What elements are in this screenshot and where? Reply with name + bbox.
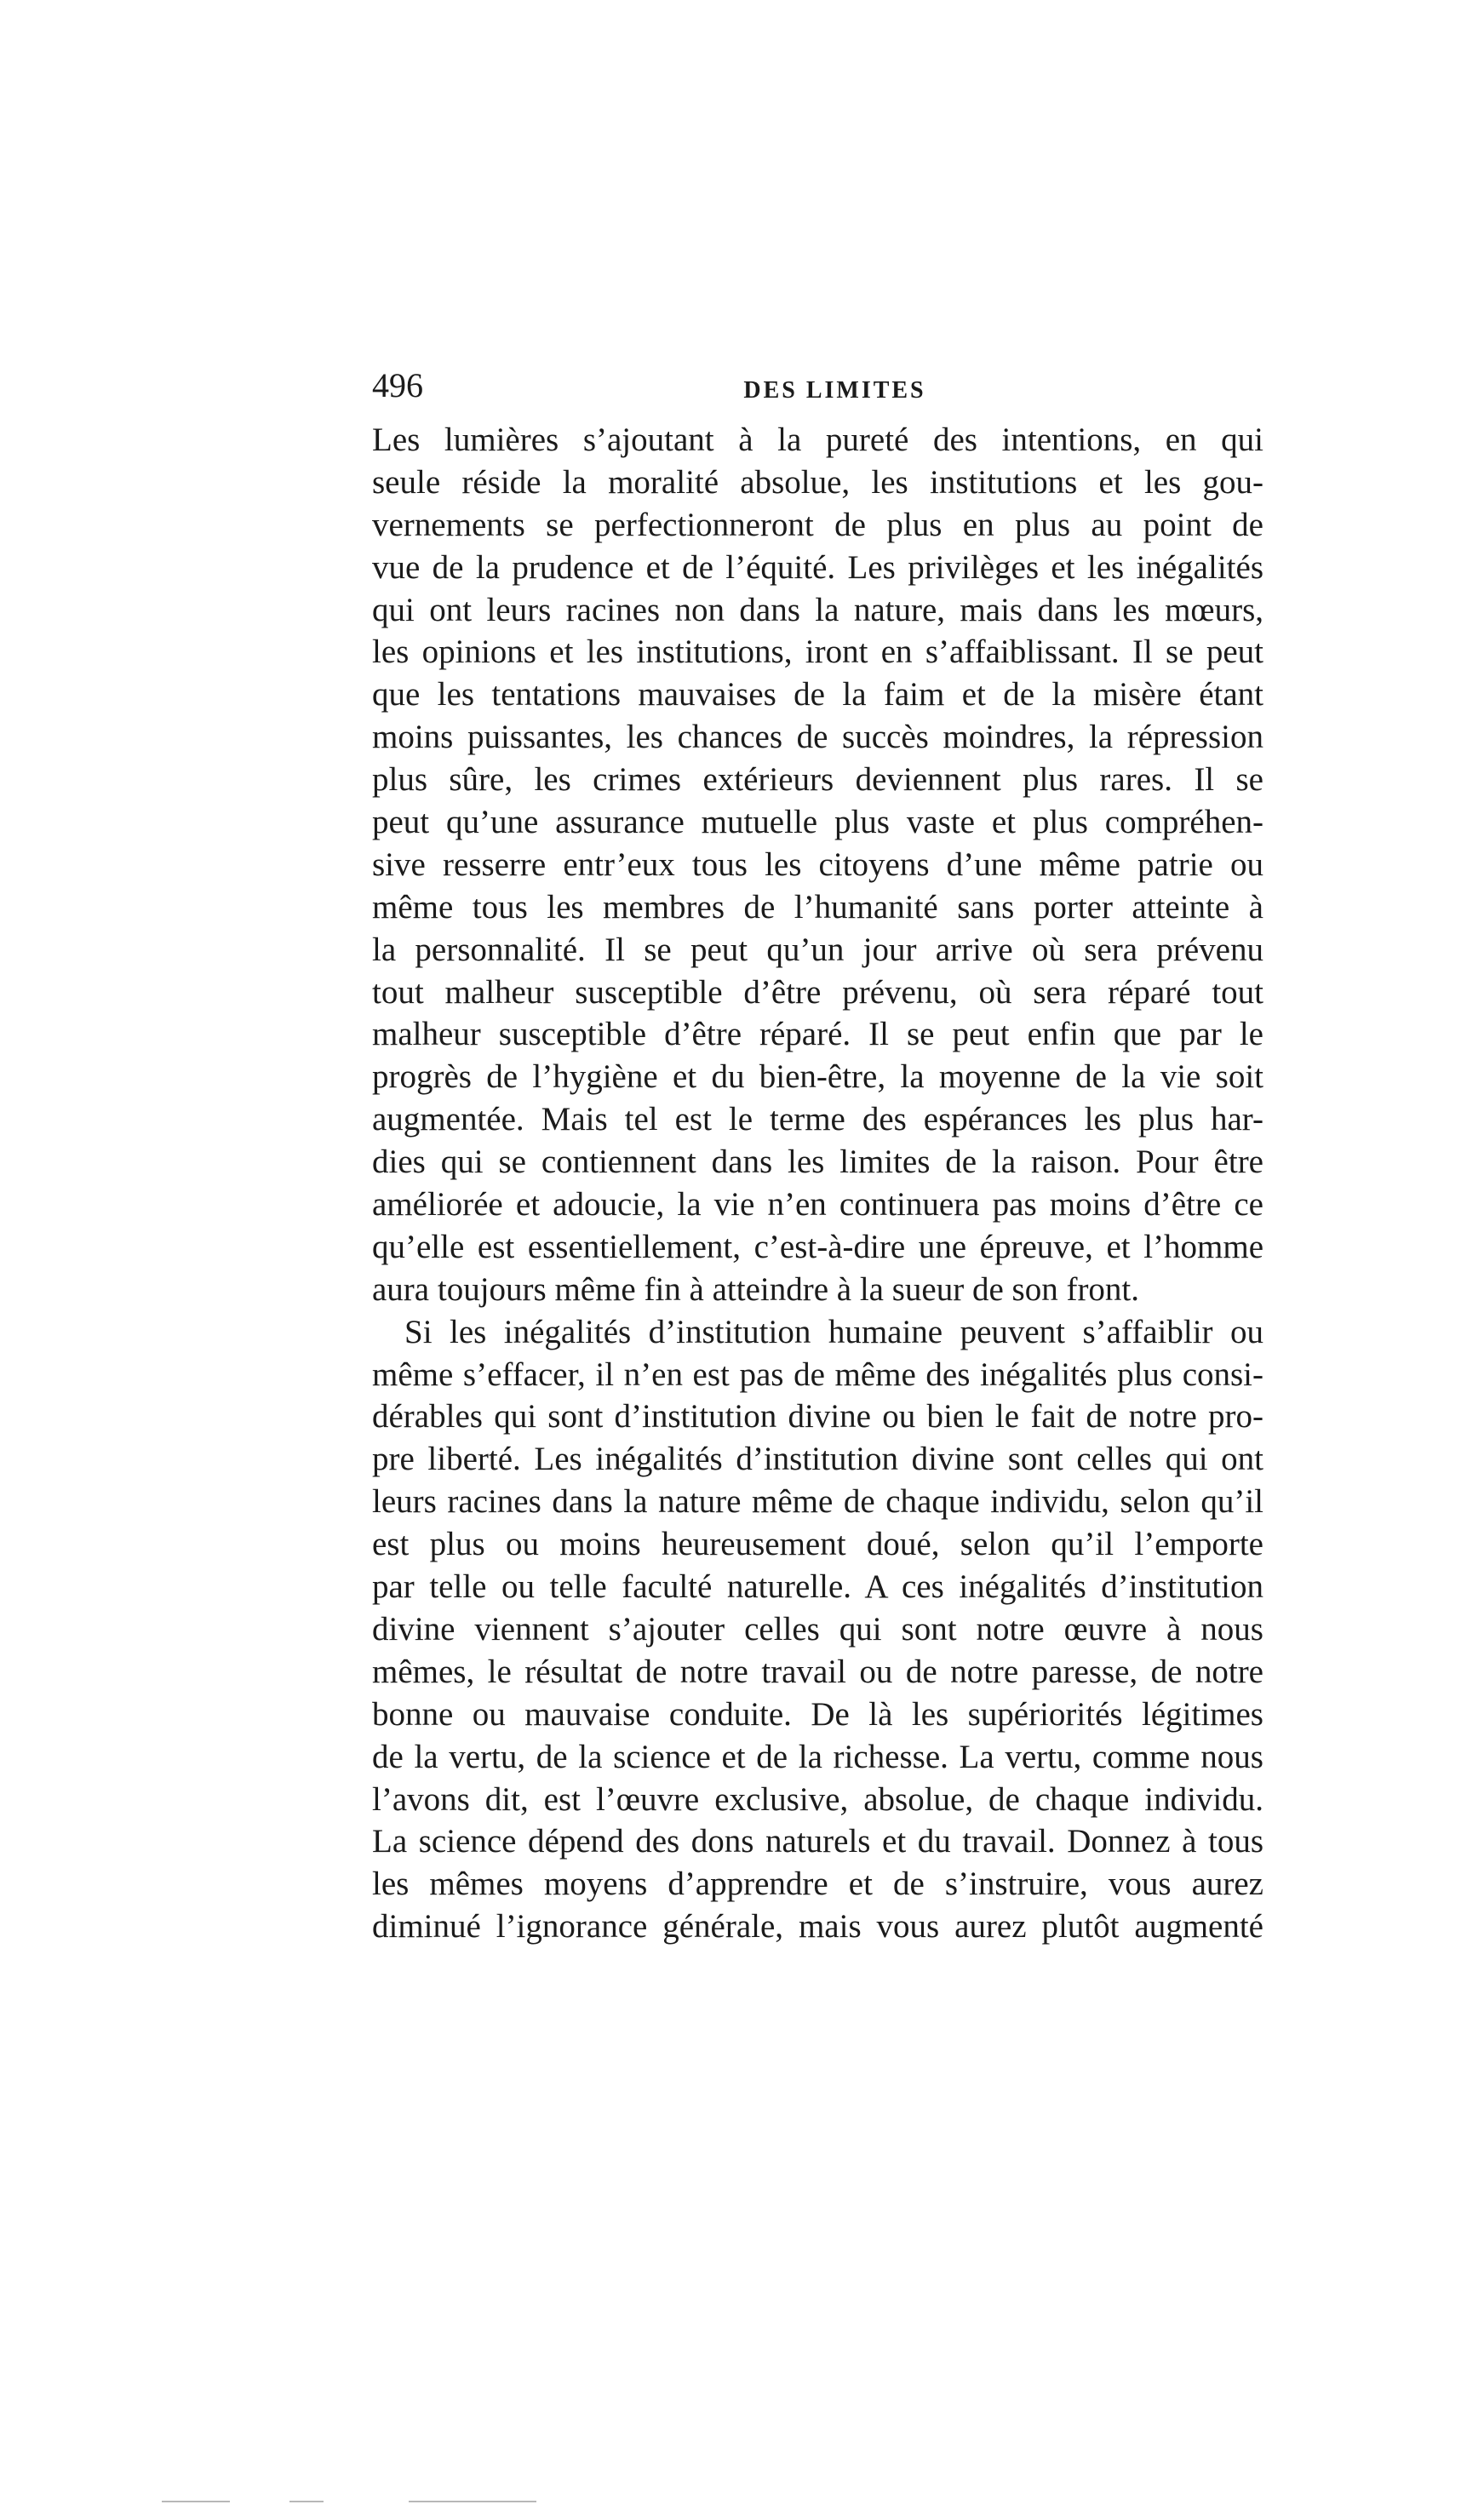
text-line: malheur susceptible d’être réparé. Il se peut enfin que par le xyxy=(372,1016,1263,1053)
text-line: mêmes, le résultat de notre travail ou de notre paresse, de notre xyxy=(372,1653,1263,1690)
text-line: la personnalité. Il se peut qu’un jour arrive où sera prévenu xyxy=(372,931,1263,968)
text-line: Si les inégalités d’institution humaine peuvent s’affaiblir ou xyxy=(404,1313,1263,1350)
text-line: même s’effacer, il n’en est pas de même des inégalités plus consi- xyxy=(372,1355,1263,1393)
text-line: pre liberté. Les inégalités d’institution divine sont celles qui ont xyxy=(372,1441,1263,1478)
text-line: diminué l’ignorance générale, mais vous aurez plutôt augmenté xyxy=(372,1908,1263,1946)
text-line: seule réside la moralité absolue, les institutions et les gou- xyxy=(372,463,1263,501)
text-line: dérables qui sont d’institution divine ou bien le fait de notre pro- xyxy=(372,1398,1263,1436)
text-line: que les tentations mauvaises de la faim et de la misère étant xyxy=(372,676,1263,714)
text-line: de la vertu, de la science et de la richesse. La vertu, comme nous xyxy=(372,1738,1263,1775)
paragraph-2 xyxy=(372,1311,1263,1948)
text-line: divine viennent s’ajouter celles qui sont notre œuvre à nous xyxy=(372,1610,1263,1648)
text-line: qu’elle est essentiellement, c’est-à-dire une épreuve, et l’homme xyxy=(372,1228,1263,1265)
text-line: augmentée. Mais tel est le terme des espérances les plus har- xyxy=(372,1101,1263,1138)
text-line: moins puissantes, les chances de succès moindres, la répression xyxy=(372,719,1263,756)
text-line: plus sûre, les crimes extérieurs deviennent plus rares. Il se xyxy=(372,761,1263,799)
text-line: peut qu’une assurance mutuelle plus vaste et plus compréhen- xyxy=(372,804,1263,841)
text-line: les opinions et les institutions, iront en s’affaiblissant. Il se peut xyxy=(372,633,1263,671)
paragraph-1 xyxy=(372,419,1263,1311)
page-number: 496 xyxy=(372,366,423,404)
text-line: sive resserre entr’eux tous les citoyens d’une même patrie ou xyxy=(372,845,1263,883)
text-line: qui ont leurs racines non dans la nature, mais dans les mœurs, xyxy=(372,591,1263,628)
text-line: dies qui se contiennent dans les limites de la raison. Pour être xyxy=(372,1143,1263,1181)
text-line: aura toujours même fin à atteindre à la sueur de son front. xyxy=(372,1270,1140,1308)
text-line: par telle ou telle faculté naturelle. A ces inégalités d’institution xyxy=(372,1568,1263,1606)
running-head xyxy=(372,360,1263,411)
body-text xyxy=(372,419,1263,1948)
text-line: progrès de l’hygiène et du bien-être, la moyenne de la vie soit xyxy=(372,1058,1263,1096)
text-line: tout malheur susceptible d’être prévenu, où sera réparé tout xyxy=(372,973,1263,1011)
running-title: DES LIMITES xyxy=(743,377,926,404)
text-line: les mêmes moyens d’apprendre et de s’instruire, vous aurez xyxy=(372,1866,1263,1903)
text-line: vernements se perfectionneront de plus en plus au point de xyxy=(372,506,1263,543)
text-line: La science dépend des dons naturels et du travail. Donnez à tous xyxy=(372,1823,1263,1860)
text-line: est plus ou moins heureusement doué, selon qu’il l’emporte xyxy=(372,1526,1263,1563)
text-line: même tous les membres de l’humanité sans porter atteinte à xyxy=(372,888,1263,926)
text-line: Les lumières s’ajoutant à la pureté des intentions, en qui xyxy=(372,421,1263,458)
text-line: leurs racines dans la nature même de chaque individu, selon qu’il xyxy=(372,1483,1263,1521)
text-line: vue de la prudence et de l’équité. Les privilèges et les inégalités xyxy=(372,548,1263,586)
scan-artifact-marks xyxy=(162,2499,553,2504)
text-line: bonne ou mauvaise conduite. De là les supériorités légitimes xyxy=(372,1695,1263,1733)
text-line: l’avons dit, est l’œuvre exclusive, absolue, de chaque individu. xyxy=(372,1780,1263,1818)
text-line: améliorée et adoucie, la vie n’en continuera pas moins d’être ce xyxy=(372,1186,1263,1224)
